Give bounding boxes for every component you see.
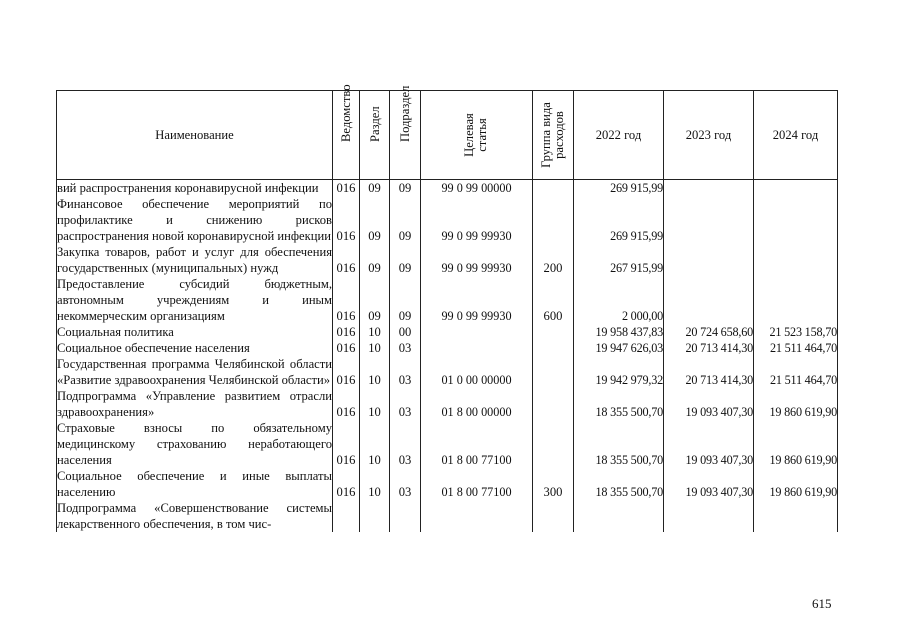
table-row — [57, 180, 838, 197]
row-name: вий распространения коронавирусной инфекции — [57, 180, 333, 197]
row-2024 — [754, 276, 838, 324]
header-podrazdel — [390, 85, 421, 180]
row-podrazdel: 09 — [390, 196, 421, 244]
row-2022: 18 355 500,70 — [574, 388, 664, 420]
row-podrazdel: 03 — [390, 420, 421, 468]
row-vedomstvo: 016 — [333, 388, 360, 420]
row-podrazdel: 09 — [390, 276, 421, 324]
row-vedomstvo: 016 — [333, 356, 360, 388]
row-2023 — [664, 196, 754, 244]
row-vedomstvo: 016 — [333, 468, 360, 500]
row-name: Социальное обеспечение и иные выплаты населению — [57, 469, 332, 499]
row-vedomstvo: 016 — [333, 276, 360, 324]
row-name: Социальное обеспечение населения — [57, 340, 333, 356]
table-row — [57, 388, 838, 420]
row-2024 — [754, 196, 838, 244]
row-2023 — [664, 276, 754, 324]
row-celevaya: 01 0 00 00000 — [421, 356, 533, 388]
row-celevaya: 01 8 00 77100 — [421, 420, 533, 468]
row-gruppa — [533, 500, 574, 532]
row-name: Подпрограмма «Управление развитием отрасли здравоохранения» — [57, 389, 332, 419]
header-gruppa — [533, 91, 574, 180]
row-gruppa — [533, 180, 574, 197]
row-vedomstvo: 016 — [333, 324, 360, 340]
row-podrazdel: 03 — [390, 388, 421, 420]
row-vedomstvo: 016 — [333, 196, 360, 244]
header-2023: 2023 год — [664, 91, 754, 180]
row-celevaya: 01 8 00 00000 — [421, 388, 533, 420]
row-celevaya: 01 8 00 77100 — [421, 468, 533, 500]
header-gruppa-text: Группа вида расходов — [539, 102, 566, 168]
row-razdel: 10 — [360, 420, 390, 468]
row-name: Финансовое обеспечение мероприятий по профилактике и снижению рисков распространения новой коронавирусной инфекции — [57, 197, 332, 243]
row-celevaya: 99 0 99 99930 — [421, 244, 533, 276]
row-gruppa: 300 — [533, 468, 574, 500]
header-celevaya — [421, 91, 533, 180]
row-razdel: 10 — [360, 388, 390, 420]
row-2023: 19 093 407,30 — [664, 388, 754, 420]
row-2022: 269 915,99 — [574, 180, 664, 197]
row-2024: 21 511 464,70 — [754, 340, 838, 356]
row-2022: 19 958 437,83 — [574, 324, 664, 340]
row-2022: 269 915,99 — [574, 196, 664, 244]
row-2023: 20 724 658,60 — [664, 324, 754, 340]
row-razdel: 10 — [360, 468, 390, 500]
table-row — [57, 324, 838, 340]
row-vedomstvo — [333, 500, 360, 532]
row-podrazdel: 09 — [390, 180, 421, 197]
page-number: 615 — [812, 596, 832, 611]
row-name: Страховые взносы по обязательному медицинскому страхованию неработающего населения — [57, 421, 332, 467]
row-razdel — [360, 500, 390, 532]
row-2024: 21 511 464,70 — [754, 356, 838, 388]
row-razdel: 09 — [360, 244, 390, 276]
header-name: Наименование — [57, 91, 333, 180]
row-name: Предоставление субсидий бюджетным, автономным учреждениям и иным некоммерческим организациям — [57, 277, 332, 323]
header-razdel-text: Раздел — [367, 106, 382, 142]
row-2024 — [754, 500, 838, 532]
row-gruppa — [533, 388, 574, 420]
header-razdel — [360, 91, 390, 180]
row-razdel: 09 — [360, 276, 390, 324]
row-gruppa: 200 — [533, 244, 574, 276]
row-name: Подпрограмма «Совершенствование системы лекарственного обеспечения, в том чис- — [57, 501, 332, 531]
row-gruppa — [533, 420, 574, 468]
row-name: Социальная политика — [57, 324, 333, 340]
header-celevaya-text: Целевая статья — [462, 113, 489, 157]
row-name: Государственная программа Челябинской области «Развитие здравоохранения Челябинской области» — [57, 357, 332, 387]
row-2023 — [664, 180, 754, 197]
table-header-row — [57, 91, 838, 180]
row-celevaya — [421, 324, 533, 340]
table-row — [57, 468, 838, 500]
table-row — [57, 356, 838, 388]
row-vedomstvo: 016 — [333, 180, 360, 197]
table-body — [57, 180, 838, 533]
row-2023: 19 093 407,30 — [664, 420, 754, 468]
header-podrazdel-text: Подраздел — [398, 85, 412, 142]
row-celevaya — [421, 500, 533, 532]
table-row — [57, 196, 838, 244]
row-podrazdel — [390, 500, 421, 532]
row-podrazdel: 03 — [390, 340, 421, 356]
row-2022 — [574, 500, 664, 532]
table-row — [57, 276, 838, 324]
row-gruppa — [533, 324, 574, 340]
row-razdel: 09 — [360, 196, 390, 244]
row-2023: 20 713 414,30 — [664, 356, 754, 388]
row-2023 — [664, 500, 754, 532]
table-row — [57, 244, 838, 276]
row-2023: 19 093 407,30 — [664, 468, 754, 500]
row-razdel: 09 — [360, 180, 390, 197]
row-razdel: 10 — [360, 356, 390, 388]
row-podrazdel: 03 — [390, 356, 421, 388]
table-row — [57, 420, 838, 468]
budget-table — [56, 84, 838, 532]
row-2023 — [664, 244, 754, 276]
row-podrazdel: 00 — [390, 324, 421, 340]
row-podrazdel: 03 — [390, 468, 421, 500]
row-gruppa — [533, 340, 574, 356]
table-row — [57, 340, 838, 356]
row-celevaya: 99 0 99 99930 — [421, 276, 533, 324]
row-2022: 2 000,00 — [574, 276, 664, 324]
row-vedomstvo: 016 — [333, 420, 360, 468]
row-2022: 18 355 500,70 — [574, 420, 664, 468]
row-vedomstvo: 016 — [333, 340, 360, 356]
row-podrazdel: 09 — [390, 244, 421, 276]
row-gruppa — [533, 196, 574, 244]
row-2022: 267 915,99 — [574, 244, 664, 276]
row-gruppa — [533, 356, 574, 388]
row-2022: 19 947 626,03 — [574, 340, 664, 356]
row-name: Закупка товаров, работ и услуг для обеспечения государственных (муниципальных) нужд — [57, 245, 332, 275]
row-celevaya: 99 0 99 00000 — [421, 180, 533, 197]
table-row — [57, 500, 838, 532]
row-2024: 19 860 619,90 — [754, 420, 838, 468]
row-celevaya — [421, 340, 533, 356]
row-2022: 18 355 500,70 — [574, 468, 664, 500]
row-2022: 19 942 979,32 — [574, 356, 664, 388]
row-celevaya: 99 0 99 99930 — [421, 196, 533, 244]
row-2024: 19 860 619,90 — [754, 468, 838, 500]
row-2024: 19 860 619,90 — [754, 388, 838, 420]
row-razdel: 10 — [360, 324, 390, 340]
row-razdel: 10 — [360, 340, 390, 356]
row-2024 — [754, 180, 838, 197]
row-2023: 20 713 414,30 — [664, 340, 754, 356]
row-2024 — [754, 244, 838, 276]
row-gruppa: 600 — [533, 276, 574, 324]
header-2022: 2022 год — [574, 91, 664, 180]
header-vedomstvo — [333, 84, 360, 180]
header-vedomstvo-text: Ведомство — [339, 84, 353, 142]
header-2024: 2024 год — [754, 91, 838, 180]
row-vedomstvo: 016 — [333, 244, 360, 276]
row-2024: 21 523 158,70 — [754, 324, 838, 340]
